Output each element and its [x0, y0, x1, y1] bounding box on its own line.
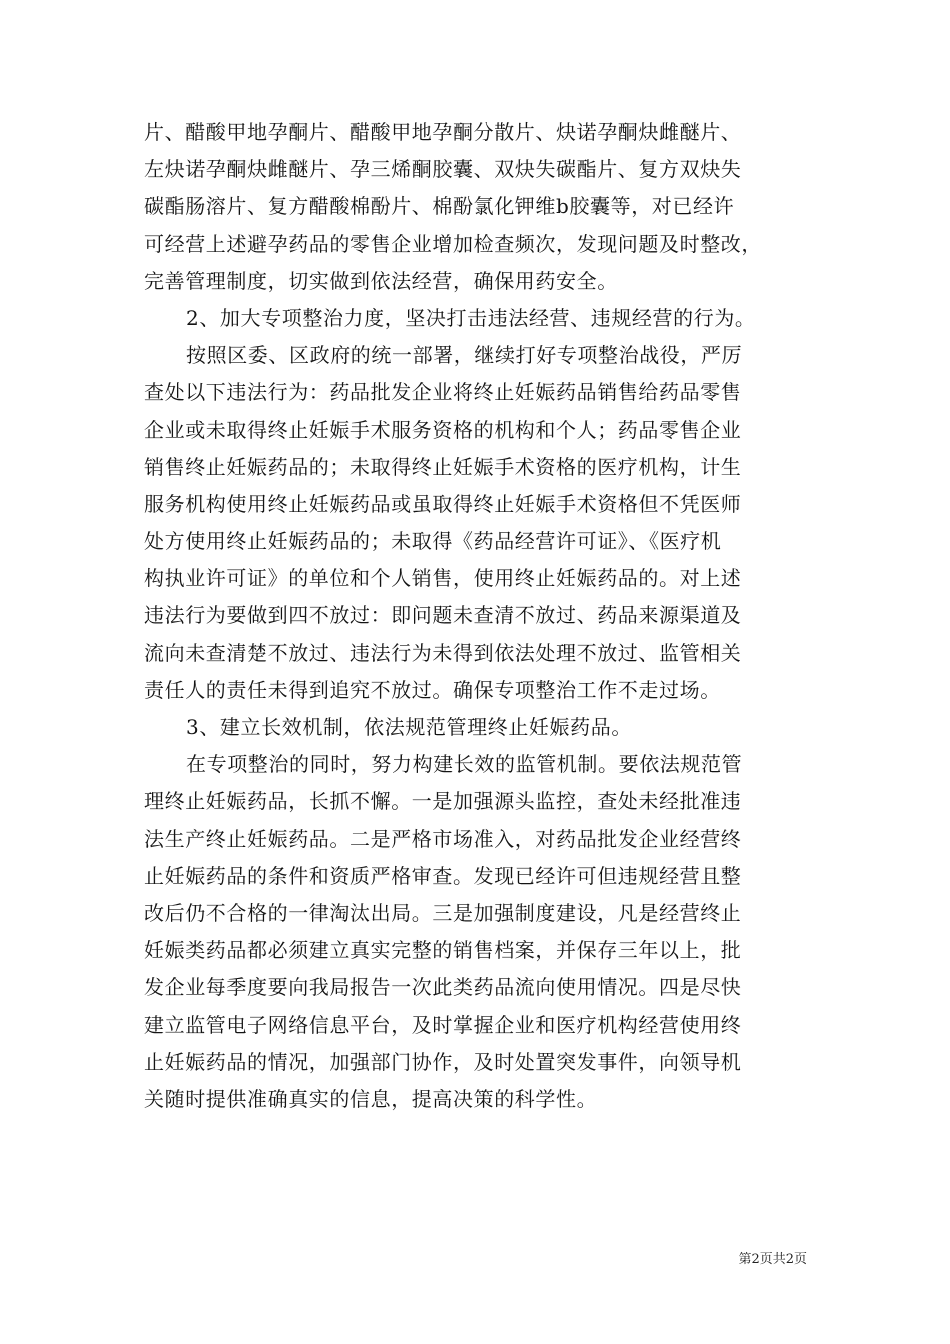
- text-line: 止妊娠药品的条件和资质严格审查。发现已经许可但违规经营且整: [144, 863, 742, 888]
- text-line: 销售终止妊娠药品的；未取得终止妊娠手术资格的医疗机构，计生: [144, 454, 742, 479]
- text-line: 按照区委、区政府的统一部署，继续打好专项整治战役，严厉: [186, 343, 743, 368]
- text-line: 片、醋酸甲地孕酮片、醋酸甲地孕酮分散片、炔诺孕酮炔雌醚片、: [144, 120, 742, 144]
- text-line: 查处以下违法行为：药品批发企业将终止妊娠药品销售给药品零售: [144, 380, 742, 405]
- text-line: 处方使用终止妊娠药品的；未取得《药品经营许可证》、《医疗机: [144, 529, 722, 554]
- section-heading: 3、建立长效机制，依法规范管理终止妊娠药品。: [186, 715, 632, 739]
- document-body: [144, 114, 812, 1118]
- text-line: 止妊娠药品的情况，加强部门协作，及时处置突发事件，向领导机: [144, 1049, 742, 1074]
- text-line: 理终止妊娠药品，长抓不懈。一是加强源头监控，查处未经批准违: [144, 789, 742, 814]
- text-line: 服务机构使用终止妊娠药品或虽取得终止妊娠手术资格但不凭医师: [144, 491, 742, 516]
- text-line: 责任人的责任未得到追究不放过。确保专项整治工作不走过场。: [144, 677, 721, 702]
- text-line: 完善管理制度，切实做到依法经营，确保用药安全。: [144, 268, 618, 293]
- text-line: 左炔诺孕酮炔雌醚片、孕三烯酮胶囊、双炔失碳酯片、复方双炔失: [144, 157, 742, 182]
- text-line: 企业或未取得终止妊娠手术服务资格的机构和个人；药品零售企业: [144, 417, 742, 442]
- text-line: 关随时提供准确真实的信息，提高决策的科学性。: [144, 1086, 598, 1111]
- text-line: 改后仍不合格的一律淘汰出局。三是加强制度建设，凡是经营终止: [144, 900, 742, 925]
- text-line: 可经营上述避孕药品的零售企业增加检查频次，发现问题及时整改，: [144, 231, 762, 256]
- text-line: 发企业每季度要向我局报告一次此类药品流向使用情况。四是尽快: [144, 975, 742, 1000]
- text-line: 妊娠类药品都必须建立真实完整的销售档案，并保存三年以上，批: [144, 938, 742, 963]
- text-line: 碳酯肠溶片、复方醋酸棉酚片、棉酚氯化钾维b胶囊等，对已经许: [144, 194, 735, 219]
- page-number: 第2页共2页: [738, 1252, 807, 1267]
- text-line: 违法行为要做到四不放过：即问题未查清不放过、药品来源渠道及: [144, 603, 742, 628]
- text-line: 构执业许可证》的单位和个人销售，使用终止妊娠药品的。对上述: [144, 566, 742, 591]
- section-heading: 2、加大专项整治力度，坚决打击违法经营、违规经营的行为。: [186, 305, 756, 330]
- text-line: 法生产终止妊娠药品。二是严格市场准入，对药品批发企业经营终: [144, 826, 742, 851]
- text-line: 在专项整治的同时，努力构建长效的监管机制。要依法规范管: [186, 752, 743, 777]
- text-line: 流向未查清楚不放过、违法行为未得到依法处理不放过、监管相关: [144, 640, 742, 665]
- text-line: 建立监管电子网络信息平台，及时掌握企业和医疗机构经营使用终: [144, 1012, 742, 1037]
